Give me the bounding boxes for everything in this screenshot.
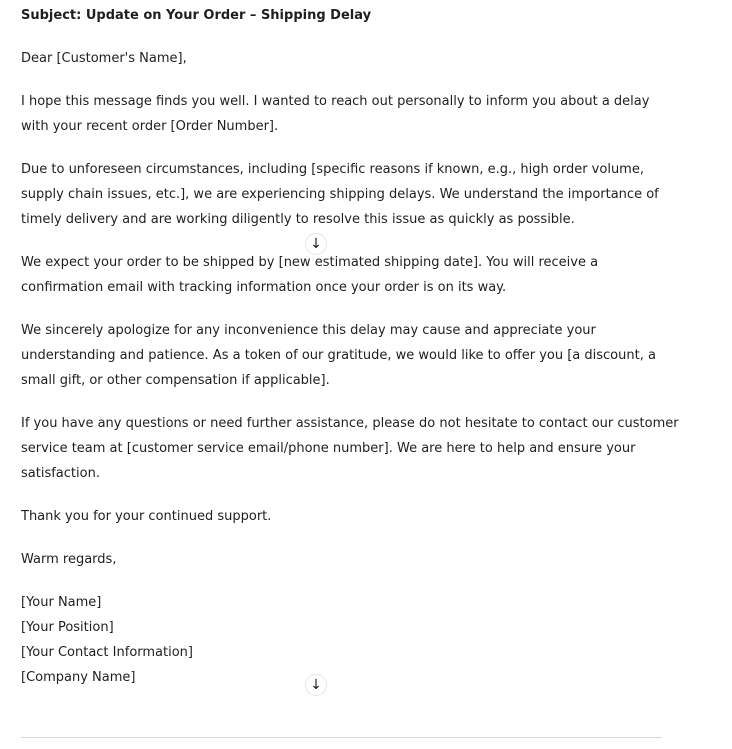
line: Due to unforeseen circumstances, including [specific reasons if known, e.g., high order volume,	[21, 162, 644, 177]
line: timely delivery and are working diligently to resolve this issue as quickly as possible.	[21, 212, 575, 227]
line: confirmation email with tracking information once your order is on its way.	[21, 280, 507, 295]
line: with your recent order [Order Number].	[21, 119, 279, 134]
signature-contact: [Your Contact Information]	[21, 645, 193, 660]
line: service team at [customer service email/phone number]. We are here to help and ensure your	[21, 441, 636, 456]
paragraph-reason	[21, 157, 681, 232]
paragraph-apology	[21, 318, 681, 393]
signature	[21, 590, 681, 690]
scroll-down-arrow-icon[interactable]: ↓	[305, 233, 327, 255]
line: We sincerely apologize for any inconvenience this delay may cause and appreciate your	[21, 323, 596, 338]
paragraph-intro	[21, 89, 681, 139]
email-subject: Subject: Update on Your Order – Shipping Delay	[21, 8, 372, 23]
email-draft	[21, 3, 681, 708]
thanks: Thank you for your continued support.	[21, 509, 272, 524]
line: understanding and patience. As a token of our gratitude, we would like to offer you [a discount, a	[21, 348, 656, 363]
closing: Warm regards,	[21, 552, 117, 567]
scroll-down-arrow-icon[interactable]: ↓	[305, 674, 327, 696]
paragraph-contact	[21, 411, 681, 486]
line: supply chain issues, etc.], we are experiencing shipping delays. We understand the importance of	[21, 187, 659, 202]
paragraph-shipping	[21, 250, 681, 300]
line: We expect your order to be shipped by [new estimated shipping date]. You will receive a	[21, 255, 599, 270]
signature-name: [Your Name]	[21, 595, 102, 610]
signature-position: [Your Position]	[21, 620, 114, 635]
line: If you have any questions or need further assistance, please do not hesitate to contact our customer	[21, 416, 679, 431]
signature-company: [Company Name]	[21, 670, 136, 685]
line: small gift, or other compensation if applicable].	[21, 373, 330, 388]
line: satisfaction.	[21, 466, 100, 481]
greeting: Dear [Customer's Name],	[21, 51, 187, 66]
divider	[21, 737, 662, 738]
line: I hope this message finds you well. I wanted to reach out personally to inform you about a delay	[21, 94, 650, 109]
